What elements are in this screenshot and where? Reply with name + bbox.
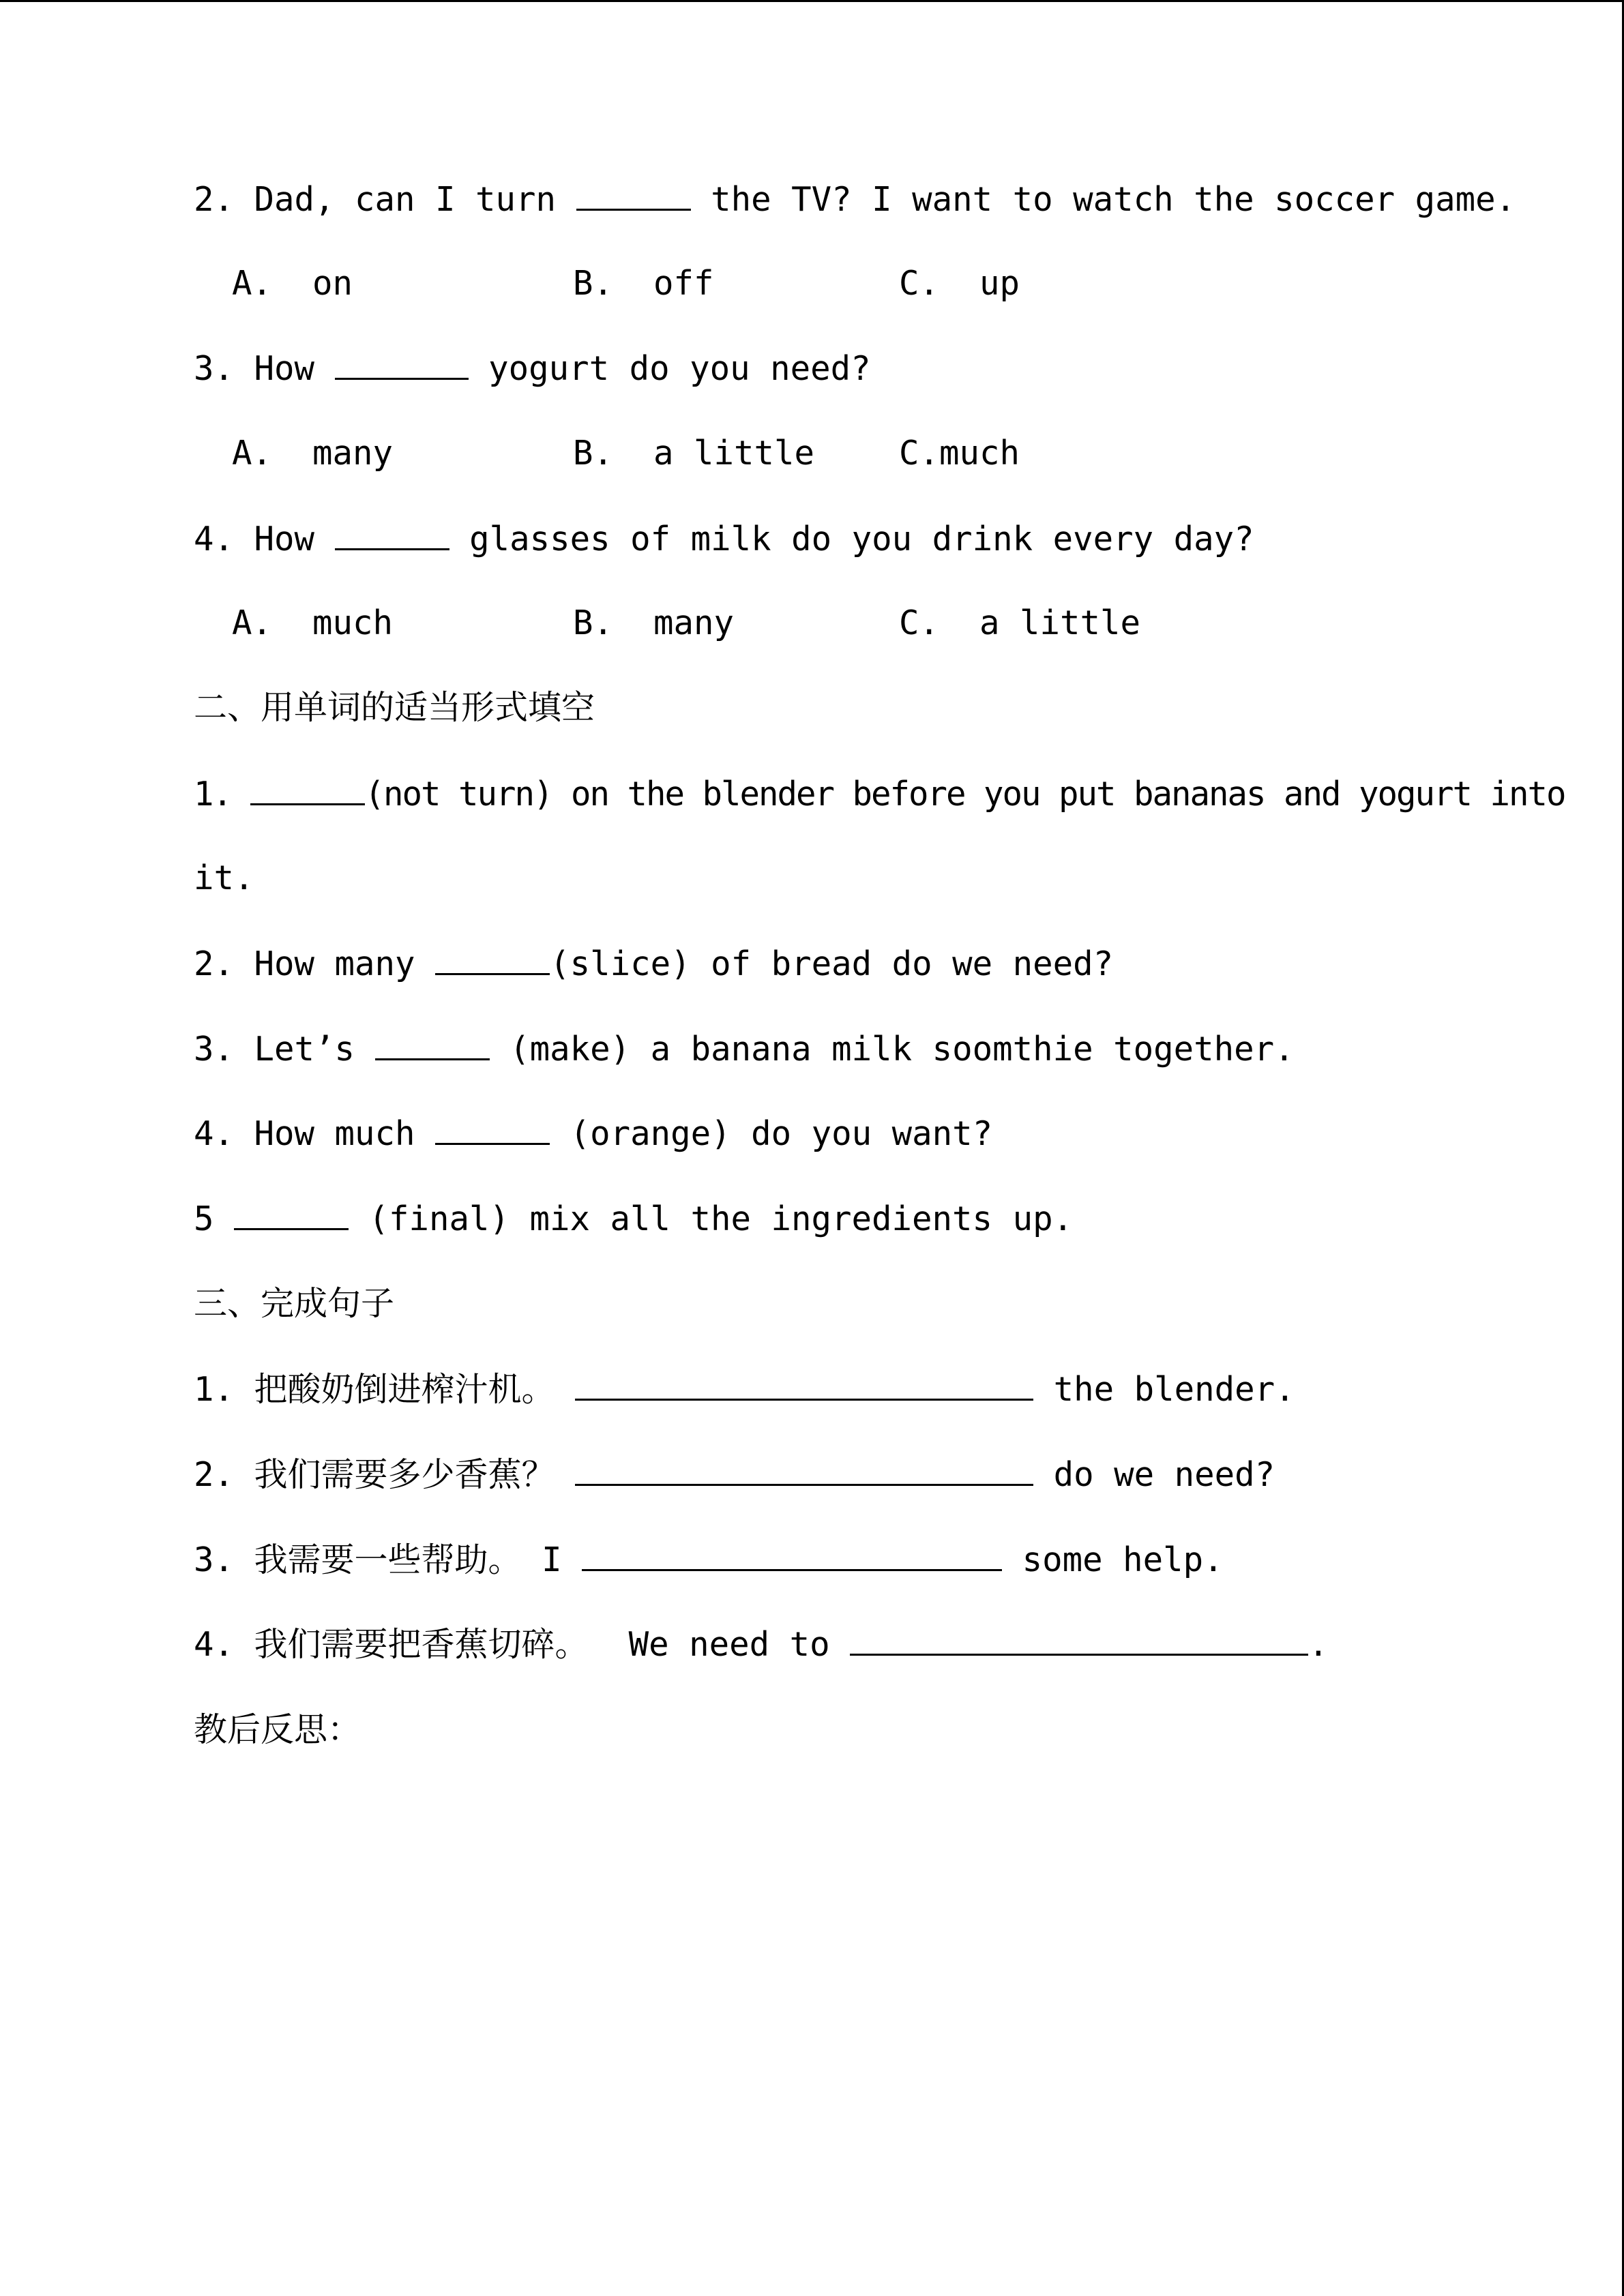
option-a[interactable]: A. on: [232, 264, 353, 303]
option-a[interactable]: A. much: [232, 603, 394, 642]
option-b[interactable]: B. a little: [573, 434, 815, 473]
item-text: How much: [254, 1114, 415, 1153]
fill-item-1: [194, 773, 1565, 815]
item-text: I: [542, 1540, 562, 1579]
answer-blank[interactable]: [234, 1198, 349, 1230]
answer-blank[interactable]: [576, 179, 691, 211]
chinese-prompt: 我需要一些帮助。: [254, 1540, 522, 1579]
option-b[interactable]: B. many: [573, 603, 735, 642]
chinese-prompt: 我们需要把香蕉切碎。: [254, 1625, 589, 1664]
item-text: (make) a banana milk soomthie together.: [510, 1030, 1295, 1069]
chinese-prompt: 把酸奶倒进榨汁机。: [254, 1370, 555, 1409]
item-number: 4.: [194, 1625, 235, 1664]
question-text: Dad, can I turn: [254, 180, 557, 219]
question-number: 4.: [194, 520, 235, 558]
item-text: (slice) of bread do we need?: [550, 944, 1114, 983]
item-number: 4.: [194, 1114, 235, 1153]
fill-item-3: [194, 1028, 1295, 1070]
item-number: 1.: [194, 1370, 235, 1409]
question-2: [194, 179, 1516, 220]
question-text: glasses of milk do you drink every day?: [469, 520, 1254, 558]
question-text: the TV? I want to watch the soccer game.: [711, 180, 1516, 219]
item-number: 3.: [194, 1540, 235, 1579]
question-number: 2.: [194, 180, 235, 219]
option-c[interactable]: C. a little: [899, 603, 1141, 642]
fill-item-4: [194, 1113, 992, 1154]
item-number: 2.: [194, 1455, 235, 1494]
question-4: [194, 518, 1254, 560]
item-text: .: [1308, 1625, 1329, 1664]
fill-item-2: [194, 943, 1113, 985]
question-text: yogurt do you need?: [488, 349, 871, 388]
item-text: the blender.: [1053, 1370, 1295, 1409]
section-2-heading: 二、用单词的适当形式填空: [194, 688, 595, 727]
sentence-item-1: [194, 1369, 1295, 1410]
answer-blank[interactable]: [335, 348, 469, 380]
fill-item-1-continued: it.: [194, 859, 254, 897]
top-border: [0, 0, 1624, 2]
question-text: How: [254, 520, 315, 558]
question-3: [194, 348, 871, 389]
answer-blank[interactable]: [575, 1454, 1033, 1486]
item-number: 3.: [194, 1030, 235, 1069]
item-number: 1.: [194, 775, 232, 814]
item-text: How many: [254, 944, 415, 983]
answer-blank[interactable]: [250, 773, 365, 805]
answer-blank[interactable]: [435, 1113, 550, 1145]
answer-blank[interactable]: [335, 518, 449, 550]
option-b[interactable]: B. off: [573, 264, 714, 303]
teaching-reflection-label: 教后反思：: [194, 1710, 361, 1749]
answer-blank[interactable]: [850, 1624, 1308, 1656]
item-text: We need to: [628, 1625, 830, 1664]
option-c[interactable]: C.much: [899, 434, 1020, 473]
option-c[interactable]: C. up: [899, 264, 1020, 303]
item-text: (not turn) on the blender before you put bananas and yogurt into: [364, 775, 1565, 814]
section-3-heading: 三、完成句子: [194, 1284, 395, 1323]
sentence-item-3: [194, 1539, 1224, 1581]
answer-blank[interactable]: [435, 943, 550, 975]
option-a[interactable]: A. many: [232, 434, 394, 473]
item-number: 2.: [194, 944, 235, 983]
chinese-prompt: 我们需要多少香蕉？: [254, 1455, 555, 1494]
item-text: (final) mix all the ingredients up.: [368, 1199, 1074, 1238]
item-text: some help.: [1022, 1540, 1224, 1579]
sentence-item-4: [194, 1624, 1329, 1665]
fill-item-5: [194, 1198, 1073, 1240]
answer-blank[interactable]: [575, 1369, 1033, 1401]
question-text: How: [254, 349, 315, 388]
item-text: Let’s: [254, 1030, 355, 1069]
sentence-item-2: [194, 1454, 1275, 1495]
item-text: (orange) do you want?: [570, 1114, 993, 1153]
item-text: do we need?: [1053, 1455, 1275, 1494]
item-number: 5: [194, 1199, 214, 1238]
question-number: 3.: [194, 349, 235, 388]
answer-blank[interactable]: [375, 1028, 490, 1060]
answer-blank[interactable]: [582, 1539, 1002, 1571]
